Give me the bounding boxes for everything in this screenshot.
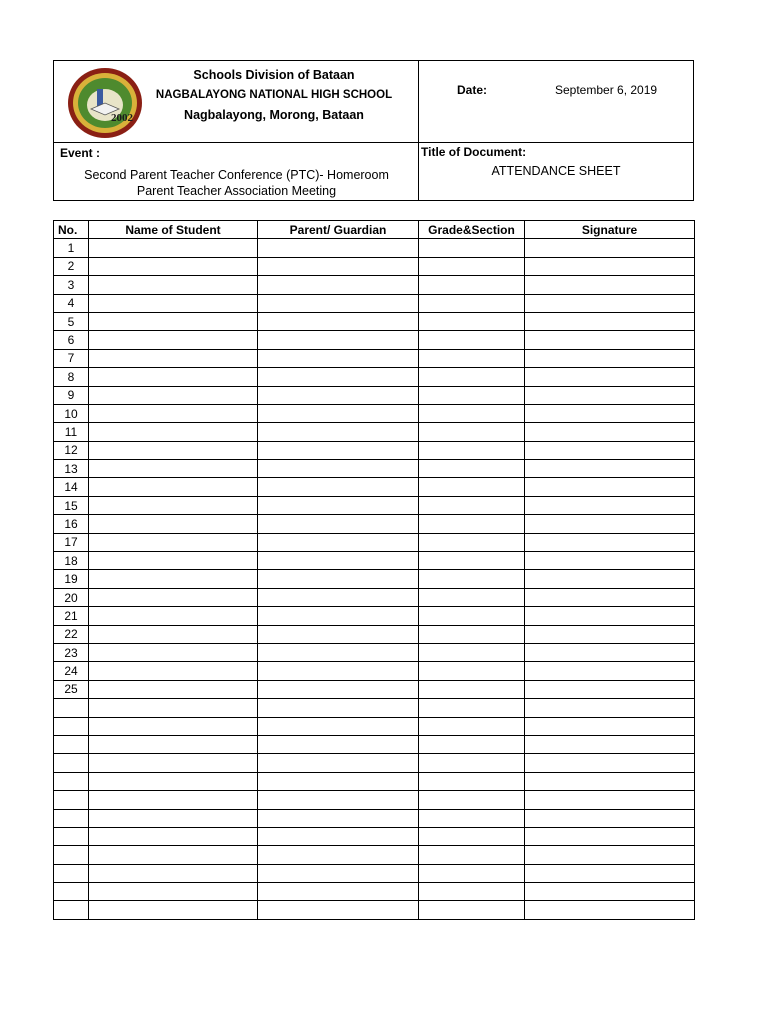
grade-section-cell[interactable] (419, 515, 525, 533)
student-name-cell[interactable] (89, 257, 258, 275)
student-name-cell[interactable] (89, 680, 258, 698)
column-header-signature: Signature (525, 221, 695, 239)
parent-guardian-cell[interactable] (258, 570, 419, 588)
signature-cell[interactable] (525, 772, 695, 790)
signature-cell[interactable] (525, 552, 695, 570)
grade-section-cell[interactable] (419, 901, 525, 919)
table-row (54, 368, 695, 386)
grade-section-cell[interactable] (419, 680, 525, 698)
signature-cell[interactable] (525, 276, 695, 294)
student-name-cell[interactable] (89, 496, 258, 514)
row-number (54, 864, 89, 882)
grade-section-cell[interactable] (419, 276, 525, 294)
parent-guardian-cell[interactable] (258, 386, 419, 404)
table-row (54, 331, 695, 349)
title-cell (419, 143, 693, 200)
date-cell (419, 61, 693, 143)
parent-guardian-cell[interactable] (258, 404, 419, 422)
table-body (54, 239, 695, 919)
parent-guardian-cell[interactable] (258, 368, 419, 386)
parent-guardian-cell[interactable] (258, 441, 419, 459)
signature-cell[interactable] (525, 754, 695, 772)
row-number: 4 (54, 294, 89, 312)
table-header-row (54, 221, 695, 239)
student-name-cell[interactable] (89, 533, 258, 551)
table-row (54, 809, 695, 827)
signature-cell[interactable] (525, 386, 695, 404)
school-cell (54, 61, 419, 143)
table-row (54, 404, 695, 422)
signature-cell[interactable] (525, 349, 695, 367)
signature-cell[interactable] (525, 331, 695, 349)
row-number (54, 717, 89, 735)
grade-section-cell[interactable] (419, 662, 525, 680)
signature-cell[interactable] (525, 496, 695, 514)
parent-guardian-cell[interactable] (258, 239, 419, 257)
parent-guardian-cell[interactable] (258, 552, 419, 570)
table-row (54, 533, 695, 551)
grade-section-cell[interactable] (419, 846, 525, 864)
student-name-cell[interactable] (89, 846, 258, 864)
row-number: 10 (54, 404, 89, 422)
signature-cell[interactable] (525, 570, 695, 588)
school-name: NAGBALAYONG NATIONAL HIGH SCHOOL (155, 89, 393, 101)
table-row (54, 827, 695, 845)
row-number: 13 (54, 460, 89, 478)
signature-cell[interactable] (525, 312, 695, 330)
grade-section-cell[interactable] (419, 625, 525, 643)
row-number: 18 (54, 552, 89, 570)
logo-year: 2002 (111, 112, 133, 124)
row-number: 6 (54, 331, 89, 349)
event-cell (54, 143, 419, 200)
student-name-cell[interactable] (89, 772, 258, 790)
table-row (54, 735, 695, 753)
table-row (54, 441, 695, 459)
signature-cell[interactable] (525, 478, 695, 496)
row-number: 22 (54, 625, 89, 643)
table-row (54, 754, 695, 772)
student-name-cell[interactable] (89, 276, 258, 294)
student-name-cell[interactable] (89, 423, 258, 441)
document-title: ATTENDANCE SHEET (491, 164, 621, 178)
student-name-cell[interactable] (89, 239, 258, 257)
grade-section-cell[interactable] (419, 754, 525, 772)
row-number: 3 (54, 276, 89, 294)
grade-section-cell[interactable] (419, 699, 525, 717)
signature-cell[interactable] (525, 404, 695, 422)
table-row (54, 699, 695, 717)
signature-cell[interactable] (525, 239, 695, 257)
signature-cell[interactable] (525, 846, 695, 864)
student-name-cell[interactable] (89, 662, 258, 680)
student-name-cell[interactable] (89, 441, 258, 459)
table-row (54, 257, 695, 275)
document-header (53, 60, 694, 201)
grade-section-cell[interactable] (419, 331, 525, 349)
signature-cell[interactable] (525, 368, 695, 386)
table-row (54, 791, 695, 809)
parent-guardian-cell[interactable] (258, 276, 419, 294)
student-name-cell[interactable] (89, 570, 258, 588)
grade-section-cell[interactable] (419, 386, 525, 404)
grade-section-cell[interactable] (419, 349, 525, 367)
row-number: 11 (54, 423, 89, 441)
grade-section-cell[interactable] (419, 717, 525, 735)
table-row (54, 349, 695, 367)
column-header-grade-section: Grade&Section (419, 221, 525, 239)
signature-cell[interactable] (525, 699, 695, 717)
table-row (54, 276, 695, 294)
row-number: 21 (54, 607, 89, 625)
table-row (54, 625, 695, 643)
student-name-cell[interactable] (89, 312, 258, 330)
grade-section-cell[interactable] (419, 883, 525, 901)
student-name-cell[interactable] (89, 404, 258, 422)
table-row (54, 662, 695, 680)
parent-guardian-cell[interactable] (258, 349, 419, 367)
row-number: 16 (54, 515, 89, 533)
student-name-cell[interactable] (89, 368, 258, 386)
grade-section-cell[interactable] (419, 423, 525, 441)
row-number: 25 (54, 680, 89, 698)
table-row (54, 294, 695, 312)
grade-section-cell[interactable] (419, 478, 525, 496)
signature-cell[interactable] (525, 588, 695, 606)
table-row (54, 478, 695, 496)
row-number: 9 (54, 386, 89, 404)
table-row (54, 643, 695, 661)
signature-cell[interactable] (525, 441, 695, 459)
table-row (54, 515, 695, 533)
grade-section-cell[interactable] (419, 460, 525, 478)
parent-guardian-cell[interactable] (258, 533, 419, 551)
parent-guardian-cell[interactable] (258, 331, 419, 349)
student-name-cell[interactable] (89, 827, 258, 845)
signature-cell[interactable] (525, 515, 695, 533)
signature-cell[interactable] (525, 662, 695, 680)
grade-section-cell[interactable] (419, 496, 525, 514)
student-name-cell[interactable] (89, 294, 258, 312)
row-number (54, 827, 89, 845)
parent-guardian-cell[interactable] (258, 588, 419, 606)
grade-section-cell[interactable] (419, 312, 525, 330)
parent-guardian-cell[interactable] (258, 515, 419, 533)
row-number: 23 (54, 643, 89, 661)
row-number: 7 (54, 349, 89, 367)
signature-cell[interactable] (525, 643, 695, 661)
row-number (54, 901, 89, 919)
parent-guardian-cell[interactable] (258, 772, 419, 790)
student-name-cell[interactable] (89, 699, 258, 717)
row-number: 20 (54, 588, 89, 606)
row-number (54, 791, 89, 809)
parent-guardian-cell[interactable] (258, 846, 419, 864)
row-number (54, 772, 89, 790)
table-row (54, 772, 695, 790)
column-header-no: No. (54, 221, 89, 239)
student-name-cell[interactable] (89, 349, 258, 367)
table-row (54, 883, 695, 901)
parent-guardian-cell[interactable] (258, 607, 419, 625)
row-number (54, 883, 89, 901)
signature-cell[interactable] (525, 827, 695, 845)
row-number (54, 735, 89, 753)
student-name-cell[interactable] (89, 643, 258, 661)
student-name-cell[interactable] (89, 386, 258, 404)
signature-cell[interactable] (525, 864, 695, 882)
school-address: Nagbalayong, Morong, Bataan (184, 108, 364, 122)
parent-guardian-cell[interactable] (258, 478, 419, 496)
parent-guardian-cell[interactable] (258, 735, 419, 753)
table-row (54, 846, 695, 864)
signature-cell[interactable] (525, 883, 695, 901)
student-name-cell[interactable] (89, 607, 258, 625)
event-line-2: Parent Teacher Association Meeting (136, 184, 337, 198)
parent-guardian-cell[interactable] (258, 883, 419, 901)
parent-guardian-cell[interactable] (258, 791, 419, 809)
student-name-cell[interactable] (89, 754, 258, 772)
signature-cell[interactable] (525, 294, 695, 312)
student-name-cell[interactable] (89, 588, 258, 606)
table-row (54, 864, 695, 882)
parent-guardian-cell[interactable] (258, 717, 419, 735)
parent-guardian-cell[interactable] (258, 423, 419, 441)
school-logo (67, 67, 143, 139)
row-number: 17 (54, 533, 89, 551)
parent-guardian-cell[interactable] (258, 460, 419, 478)
student-name-cell[interactable] (89, 552, 258, 570)
grade-section-cell[interactable] (419, 735, 525, 753)
parent-guardian-cell[interactable] (258, 864, 419, 882)
parent-guardian-cell[interactable] (258, 699, 419, 717)
table-row (54, 312, 695, 330)
parent-guardian-cell[interactable] (258, 496, 419, 514)
title-label: Title of Document: (421, 145, 527, 159)
signature-cell[interactable] (525, 680, 695, 698)
student-name-cell[interactable] (89, 901, 258, 919)
signature-cell[interactable] (525, 735, 695, 753)
parent-guardian-cell[interactable] (258, 294, 419, 312)
division-name: Schools Division of Bataan (193, 68, 355, 82)
table-row (54, 460, 695, 478)
grade-section-cell[interactable] (419, 552, 525, 570)
grade-section-cell[interactable] (419, 570, 525, 588)
signature-cell[interactable] (525, 607, 695, 625)
row-number: 8 (54, 368, 89, 386)
parent-guardian-cell[interactable] (258, 754, 419, 772)
student-name-cell[interactable] (89, 478, 258, 496)
signature-cell[interactable] (525, 257, 695, 275)
column-header-student: Name of Student (89, 221, 258, 239)
attendance-table (53, 220, 695, 920)
school-info (144, 65, 404, 125)
row-number: 2 (54, 257, 89, 275)
grade-section-cell[interactable] (419, 791, 525, 809)
row-number: 24 (54, 662, 89, 680)
date-label: Date: (457, 83, 488, 97)
grade-section-cell[interactable] (419, 239, 525, 257)
row-number: 5 (54, 312, 89, 330)
signature-cell[interactable] (525, 423, 695, 441)
parent-guardian-cell[interactable] (258, 625, 419, 643)
student-name-cell[interactable] (89, 735, 258, 753)
table-row (54, 570, 695, 588)
table-row (54, 717, 695, 735)
table-row (54, 901, 695, 919)
row-number (54, 754, 89, 772)
grade-section-cell[interactable] (419, 607, 525, 625)
table-row (54, 496, 695, 514)
grade-section-cell[interactable] (419, 809, 525, 827)
row-number: 19 (54, 570, 89, 588)
grade-section-cell[interactable] (419, 643, 525, 661)
signature-cell[interactable] (525, 717, 695, 735)
parent-guardian-cell[interactable] (258, 662, 419, 680)
student-name-cell[interactable] (89, 625, 258, 643)
row-number (54, 699, 89, 717)
table-row (54, 386, 695, 404)
event-line-1: Second Parent Teacher Conference (PTC)- Homeroom (84, 168, 389, 182)
student-name-cell[interactable] (89, 717, 258, 735)
row-number (54, 809, 89, 827)
row-number: 12 (54, 441, 89, 459)
date-value: September 6, 2019 (555, 83, 658, 97)
signature-cell[interactable] (525, 460, 695, 478)
parent-guardian-cell[interactable] (258, 901, 419, 919)
table-row (54, 607, 695, 625)
parent-guardian-cell[interactable] (258, 809, 419, 827)
event-label: Event : (60, 146, 101, 160)
row-number (54, 846, 89, 864)
grade-section-cell[interactable] (419, 257, 525, 275)
grade-section-cell[interactable] (419, 588, 525, 606)
grade-section-cell[interactable] (419, 404, 525, 422)
student-name-cell[interactable] (89, 791, 258, 809)
grade-section-cell[interactable] (419, 368, 525, 386)
parent-guardian-cell[interactable] (258, 643, 419, 661)
grade-section-cell[interactable] (419, 827, 525, 845)
signature-cell[interactable] (525, 533, 695, 551)
parent-guardian-cell[interactable] (258, 312, 419, 330)
grade-section-cell[interactable] (419, 772, 525, 790)
table-row (54, 239, 695, 257)
row-number: 14 (54, 478, 89, 496)
grade-section-cell[interactable] (419, 441, 525, 459)
table-row (54, 552, 695, 570)
student-name-cell[interactable] (89, 809, 258, 827)
parent-guardian-cell[interactable] (258, 257, 419, 275)
student-name-cell[interactable] (89, 883, 258, 901)
table-row (54, 680, 695, 698)
student-name-cell[interactable] (89, 460, 258, 478)
parent-guardian-cell[interactable] (258, 827, 419, 845)
signature-cell[interactable] (525, 625, 695, 643)
student-name-cell[interactable] (89, 331, 258, 349)
grade-section-cell[interactable] (419, 294, 525, 312)
parent-guardian-cell[interactable] (258, 680, 419, 698)
student-name-cell[interactable] (89, 864, 258, 882)
grade-section-cell[interactable] (419, 864, 525, 882)
signature-cell[interactable] (525, 809, 695, 827)
event-description (54, 167, 419, 199)
table-row (54, 423, 695, 441)
signature-cell[interactable] (525, 901, 695, 919)
grade-section-cell[interactable] (419, 533, 525, 551)
student-name-cell[interactable] (89, 515, 258, 533)
table-row (54, 588, 695, 606)
signature-cell[interactable] (525, 791, 695, 809)
row-number: 1 (54, 239, 89, 257)
row-number: 15 (54, 496, 89, 514)
column-header-parent: Parent/ Guardian (258, 221, 419, 239)
